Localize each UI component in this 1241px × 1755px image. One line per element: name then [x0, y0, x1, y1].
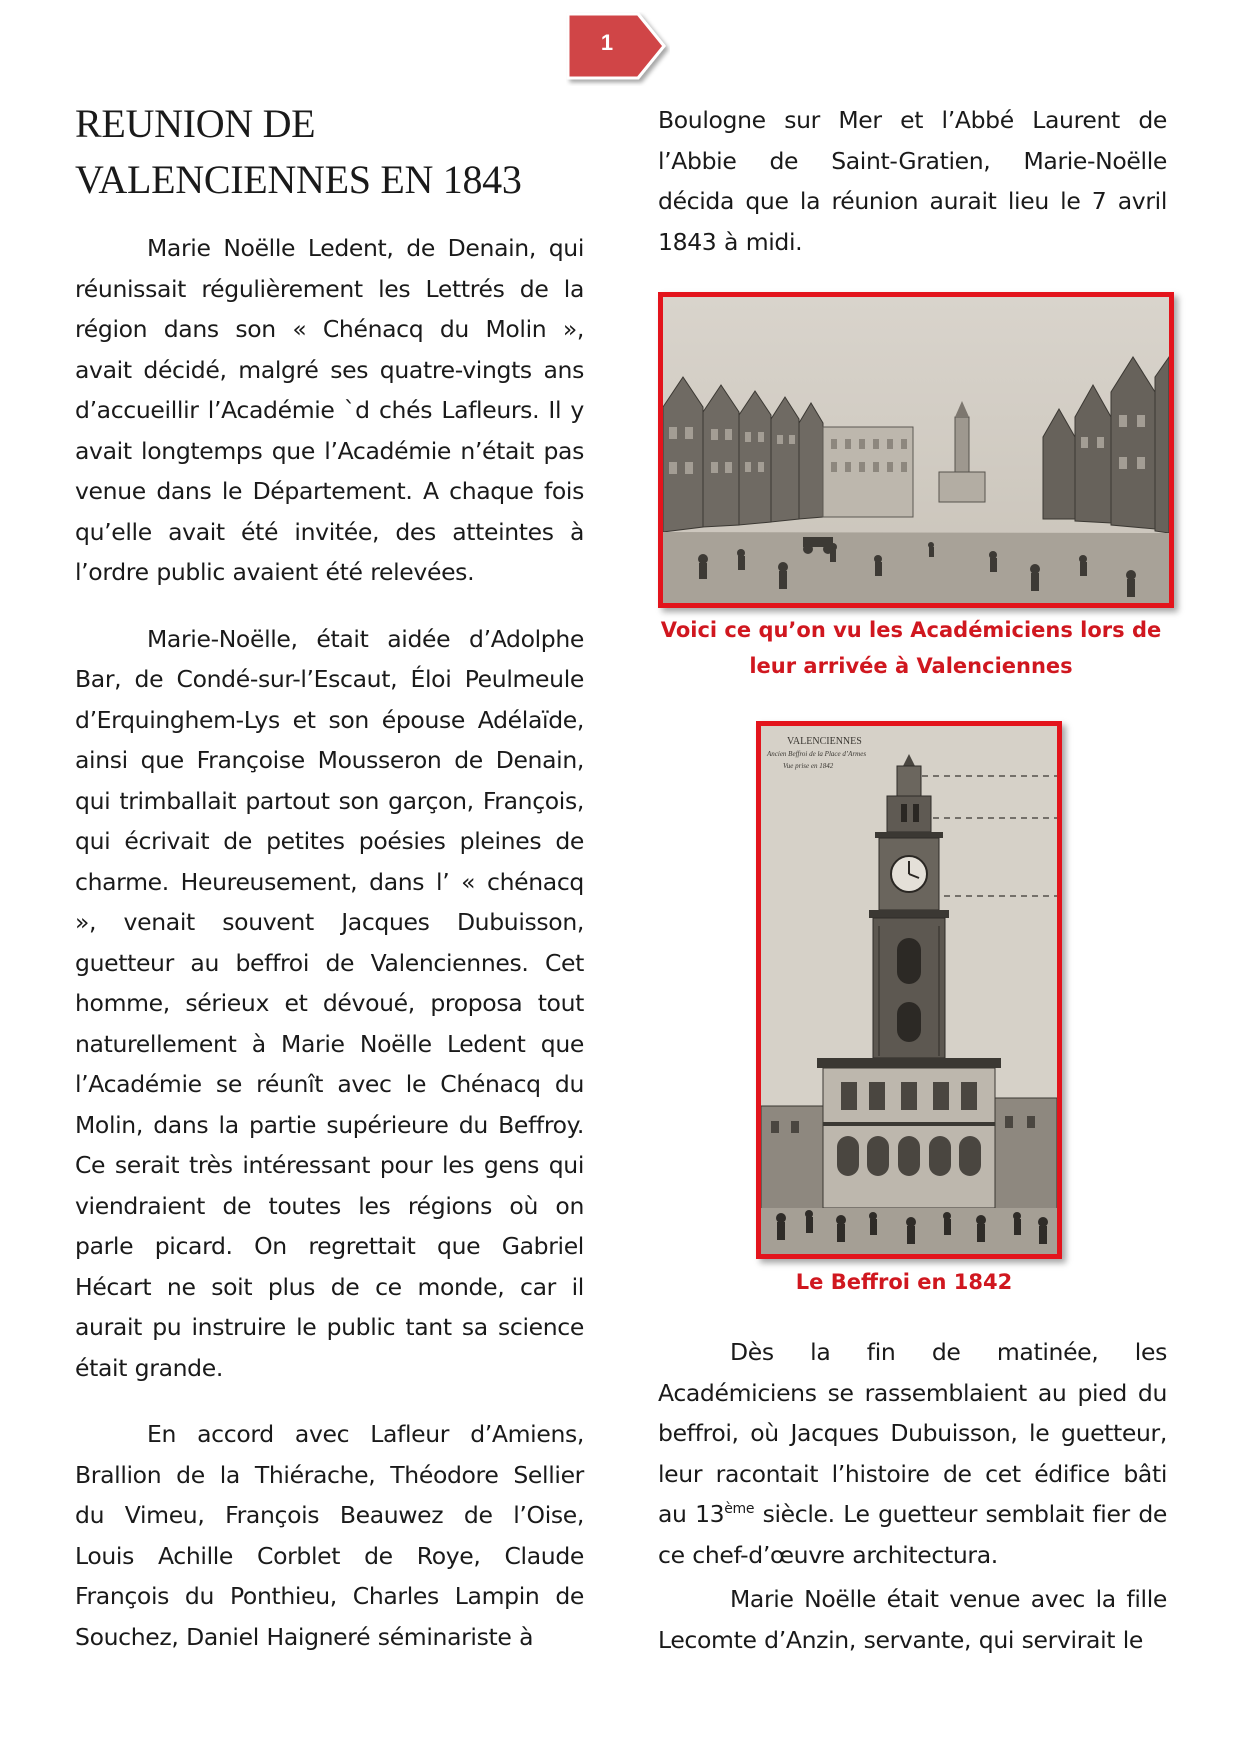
- right-column-bottom: [658, 1332, 1167, 1660]
- title-line-1: REUNION DE: [75, 101, 316, 146]
- article-title: [75, 96, 584, 208]
- page-number: 1: [600, 30, 614, 55]
- photo-caption-arrival: Voici ce qu’on vu les Académiciens lors de leur arrivée à Valenciennes: [660, 618, 1162, 678]
- page-number-badge: [566, 12, 670, 86]
- paragraph: Marie-Noëlle, était aidée d’Adolphe Bar, de Condé-sur-l’Escaut, Éloi Peulmeule d’Erquinghem-Lys et son épouse Adélaïde, ainsi que Françoise Mousseron de Denain, qui trimballait partout son garçon, François, qui écrivait de petites poésies pleines de charme. Heureusement, dans l’ « chénacq », venait souvent Jacques Dubuisson, guetteur au beffroi de Valenciennes. Cet homme, sérieux et dévoué, proposa tout naturellement à Marie Noëlle Ledent que l’Académie se réunît avec le Chénacq du Molin, dans la partie supérieure du Beffroy. Ce serait très intéressant pour les gens qui viendraient de toutes les régions où on parle picard. On regrettait que Gabriel Hécart ne soit plus de ce monde, car il aurait pu instruire le public tant sa science était grande.: [75, 624, 584, 1382]
- engraving-label-subtitle: Ancien Beffroi de la Place d’Armes: [767, 750, 867, 758]
- left-column: [75, 228, 584, 1657]
- photo-caption-belfry: Le Beffroi en 1842: [795, 1270, 1013, 1294]
- engraving-belfry: [761, 726, 1057, 1254]
- engraving-label-city: VALENCIENNES: [787, 736, 862, 747]
- paragraph-text: siècle. Le guetteur semblait fier de ce chef-d’œuvre architectura.: [658, 1500, 1168, 1569]
- paragraph: En accord avec Lafleur d’Amiens, Brallion de la Thiérache, Théodore Sellier du Vimeu, François Beauwez de l’Oise, Louis Achille Corblet de Roye, Claude François du Ponthieu, Charles Lampin de Souchez, Daniel Haigneré séminariste à: [75, 1420, 584, 1651]
- paragraph: Boulogne sur Mer et l’Abbé Laurent de l’Abbie de Saint-Gratien, Marie-Noëlle décida que la réunion aurait lieu le 7 avril 1843 à midi.: [658, 106, 1167, 256]
- paragraph: Marie Noëlle Ledent, de Denain, qui réunissait régulièrement les Lettrés de la région dans son « Chénacq du Molin », avait décidé, malgré ses quatre-vingts ans d’accueillir l’Académie `d chés Lafleurs. Il y avait longtemps que l’Académie n’était pas venue dans le Département. A chaque fois qu’elle avait été invitée, des atteintes à l’ordre public avaient été relevées.: [75, 234, 584, 586]
- photo-belfry-1842: [756, 721, 1062, 1259]
- engraving-label-date: Vue prise en 1842: [783, 762, 834, 770]
- superscript-ordinal: ème: [724, 1501, 755, 1518]
- right-column-top: [658, 100, 1167, 262]
- paragraph: [658, 1332, 1167, 1575]
- title-line-2: VALENCIENNES EN 1843: [75, 157, 522, 202]
- photo-valenciennes-square: [658, 292, 1174, 608]
- engraving-street-scene: [663, 297, 1169, 603]
- paragraph-text: Dès la fin de matinée, les Académiciens se rassemblaient au pied du beffroi, où Jacques Dubuisson, le guetteur, leur racontait l’histoire de cet édifice bâti au 13: [658, 1338, 1167, 1528]
- paragraph: Marie Noëlle était venue avec la fille Lecomte d’Anzin, servante, qui servirait le: [658, 1585, 1167, 1654]
